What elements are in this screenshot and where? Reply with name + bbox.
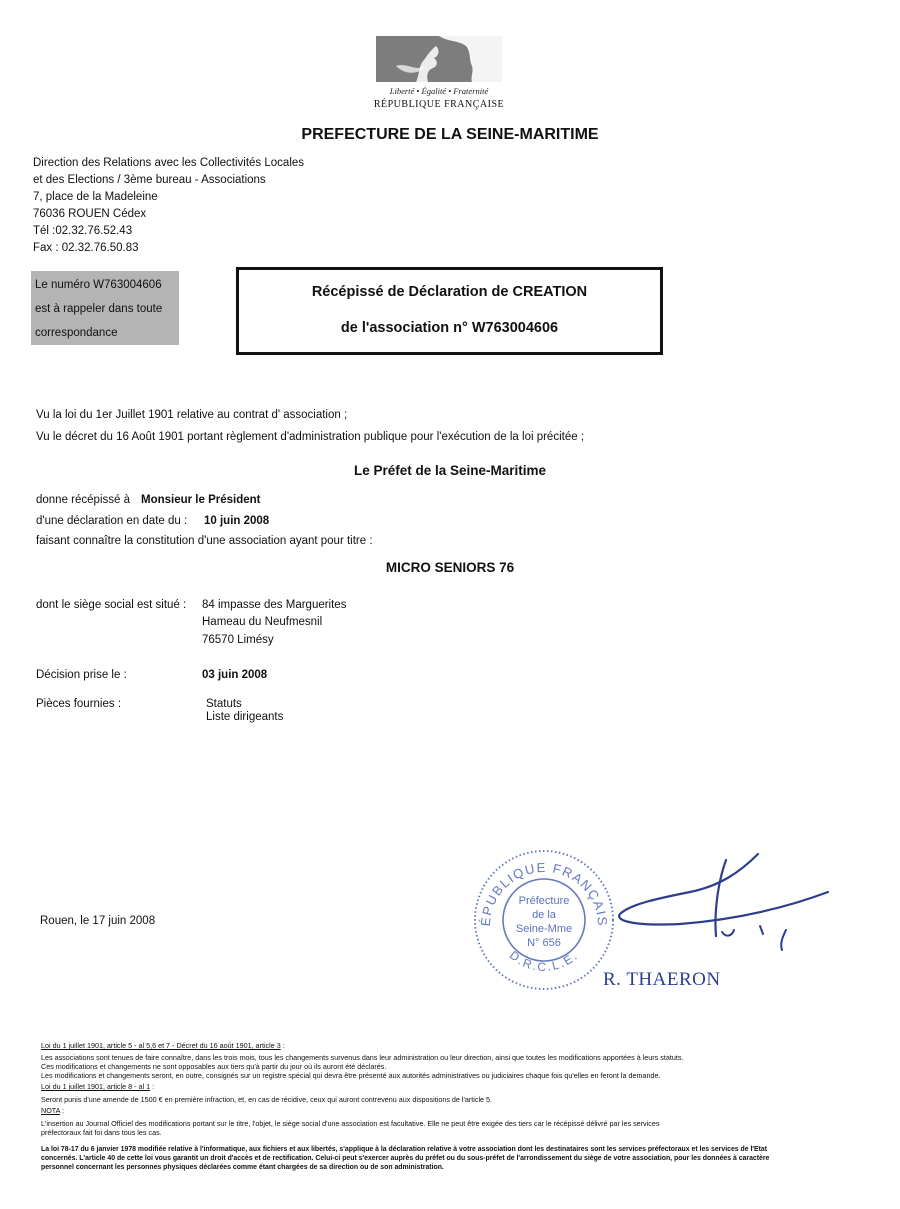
receipt-label: donne récépissé à bbox=[36, 494, 130, 506]
legal-note-colon: : bbox=[150, 1082, 155, 1091]
association-name: MICRO SENIORS 76 bbox=[385, 560, 515, 575]
fax-number: Fax : 02.32.76.50.83 bbox=[33, 242, 139, 254]
siege-address-line: Hameau du Neufmesnil bbox=[202, 616, 323, 628]
stamp-text: de la bbox=[532, 909, 556, 921]
signatory-name: R. THAERON bbox=[603, 969, 721, 990]
stamp-seal-icon bbox=[472, 848, 616, 992]
address-line: 76036 ROUEN Cédex bbox=[33, 208, 147, 220]
prefet-heading: Le Préfet de la Seine-Maritime bbox=[353, 463, 547, 478]
legal-reference-law: Vu la loi du 1er Juillet 1901 relative au contrat d' association ; bbox=[36, 409, 348, 421]
legal-note-reference bbox=[41, 1042, 866, 1051]
stamp-ring-top: ÉPUBLIQUE FRANÇAIS bbox=[477, 859, 611, 928]
legal-reference-decree: Vu le décret du 16 Août 1901 portant règlement d'administration publique pour l'exécution de la loi précitée ; bbox=[36, 431, 585, 443]
legal-note-paragraph: Les associations sont tenues de faire connaître, dans les trois mois, tous les changements survenus dans leur administration ou leur direction, ainsi que toutes les modifications apportées à leurs statuts. bbox=[41, 1053, 684, 1062]
legal-note-paragraph: L'insertion au Journal Officiel des modifications portant sur le titre, l'objet, le siège social d'une association est facultative. Elle ne peut être exigée des tiers car le récépissé délivré par les services bbox=[41, 1119, 660, 1128]
signature-stroke-icon bbox=[600, 852, 840, 962]
marianne-profile-icon bbox=[376, 36, 502, 82]
motto: Liberté • Égalité • Fraternité bbox=[389, 86, 489, 96]
siege-address-line: 76570 Limésy bbox=[202, 634, 274, 646]
legal-note-paragraph: préfectoraux fait foi dans tous les cas. bbox=[41, 1128, 162, 1137]
marianne-logo bbox=[376, 36, 502, 82]
place-and-date: Rouen, le 17 juin 2008 bbox=[40, 915, 156, 927]
address-block bbox=[33, 155, 304, 257]
legal-note-colon: : bbox=[60, 1106, 65, 1115]
address-line: 7, place de la Madeleine bbox=[33, 191, 158, 203]
legal-note-paragraph: personnel concernant les personnes physiques déclarées comme étant chargées de sa direction ou de son administration. bbox=[41, 1164, 444, 1171]
republique-francaise: RÉPUBLIQUE FRANÇAISE bbox=[373, 99, 505, 110]
reference-number-box bbox=[31, 271, 179, 345]
declaration-date-label: d'une déclaration en date du : bbox=[36, 515, 188, 527]
legal-note-colon: : bbox=[280, 1041, 285, 1050]
piece-item: Statuts bbox=[206, 698, 242, 710]
purpose-label: faisant connaître la constitution d'une association ayant pour titre : bbox=[36, 535, 373, 547]
legal-note-paragraph: Les modifications et changements seront, en outre, consignés sur un registre spécial qui devra être présenté aux autorités administratives ou judiciaires chaque fois qu'elles en feront la demande. bbox=[41, 1071, 661, 1080]
reference-line: correspondance bbox=[35, 327, 118, 339]
receipt-title: Récépissé de Déclaration de CREATION bbox=[311, 284, 588, 300]
legal-note-paragraph: La loi 78-17 du 6 janvier 1978 modifiée relative à l'informatique, aux fichiers et aux libertés, s'applique à la déclaration relative à votre association dont les destinataires sont les services préfectoraux et les services de l'Etat bbox=[41, 1146, 768, 1153]
legal-note-paragraph: Seront punis d'une amende de 1500 € en première infraction, et, en cas de récidive, ceux qui auront contrevenu aux dispositions de l'article 5. bbox=[41, 1095, 493, 1104]
reference-line: est à rappeler dans toute bbox=[35, 303, 163, 315]
svg-text:D.R.C.L.E. bbox=[507, 948, 581, 974]
pieces-label: Pièces fournies : bbox=[36, 698, 122, 710]
receipt-title-box bbox=[236, 267, 663, 355]
handwritten-signature bbox=[600, 852, 840, 962]
stamp-text: Seine-Mme bbox=[515, 923, 573, 935]
reference-line: Le numéro W763004606 bbox=[35, 279, 162, 291]
declaration-date: 10 juin 2008 bbox=[204, 515, 270, 527]
address-line: Direction des Relations avec les Collectivités Locales bbox=[33, 157, 305, 169]
official-stamp bbox=[472, 848, 616, 992]
stamp-text: N° 656 bbox=[527, 937, 561, 949]
legal-note-paragraph: concernés. L'article 40 de cette loi vous garantit un droit d'accès et de rectification. Celui-ci peut s'exercer auprès du préfet ou du sous-préfet de l'arrondissement du siège de votre association, pour les données à caractère bbox=[41, 1155, 770, 1162]
recipient-name: Monsieur le Président bbox=[141, 494, 261, 506]
phone-number: Tél :02.32.76.52.43 bbox=[33, 225, 133, 237]
legal-note-paragraph: Ces modifications et changements ne sont opposables aux tiers qu'à partir du jour où ils auront été déclarés. bbox=[41, 1062, 387, 1071]
decision-date: 03 juin 2008 bbox=[202, 669, 268, 681]
legal-note-ref-text: Loi du 1 juillet 1901, article 8 - al 1 bbox=[41, 1082, 151, 1091]
stamp-text: Préfecture bbox=[518, 895, 570, 907]
piece-item: Liste dirigeants bbox=[206, 711, 284, 723]
prefecture-title: PREFECTURE DE LA SEINE-MARITIME bbox=[301, 126, 599, 143]
siege-label: dont le siège social est situé : bbox=[36, 599, 187, 611]
nota-label: NOTA bbox=[41, 1106, 61, 1115]
association-number: de l'association n° W763004606 bbox=[340, 320, 559, 336]
siege-address-line: 84 impasse des Marguerites bbox=[202, 599, 347, 611]
legal-note-ref-text: Loi du 1 juillet 1901, article 5 - al 5,6 et 7 - Décret du 16 août 1901, article 3 bbox=[41, 1041, 281, 1050]
legal-note-reference bbox=[41, 1083, 866, 1092]
address-line: et des Elections / 3ème bureau - Associations bbox=[33, 174, 266, 186]
decision-label: Décision prise le : bbox=[36, 669, 127, 681]
legal-note-reference bbox=[41, 1107, 866, 1116]
stamp-ring-bottom: D.R.C.L.E. bbox=[506, 948, 582, 974]
